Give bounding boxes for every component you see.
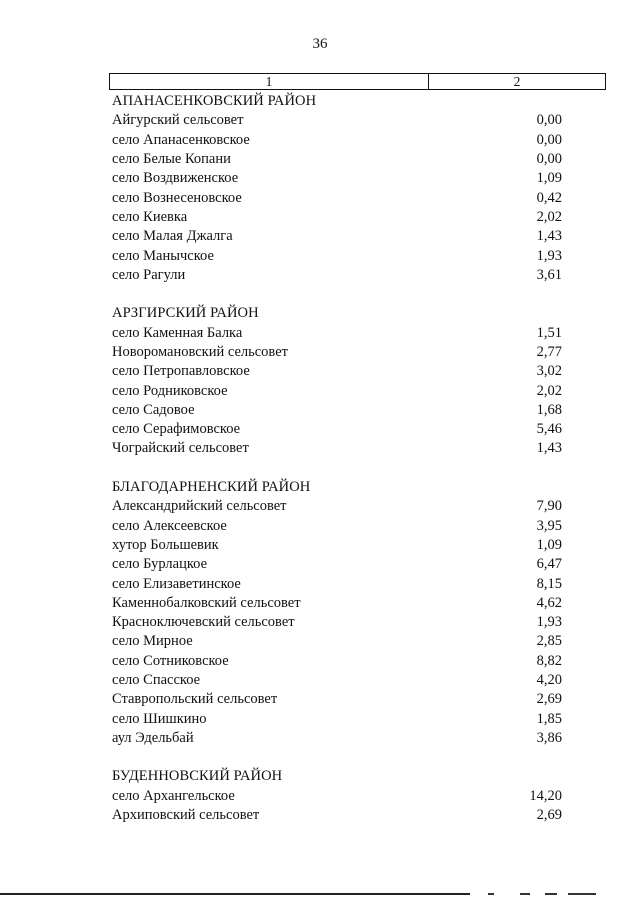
table-row xyxy=(112,227,562,246)
settlement-value: 1,93 xyxy=(536,247,562,264)
settlement-name: село Серафимовское xyxy=(112,421,241,438)
settlement-value: 5,46 xyxy=(536,421,562,438)
district-title: БУДЕННОВСКИЙ РАЙОН xyxy=(112,768,283,785)
settlement-name: Каменнобалковский сельсовет xyxy=(112,594,301,611)
settlement-value: 2,77 xyxy=(536,344,562,360)
settlement-value: 4,20 xyxy=(536,672,562,689)
settlement-name: село Сотниковское xyxy=(112,652,229,669)
settlement-name: село Мирное xyxy=(112,633,193,650)
settlement-value: 0,42 xyxy=(536,189,562,206)
settlement-name: село Каменная Балка xyxy=(112,324,243,341)
settlement-name: село Елизаветинское xyxy=(112,575,241,592)
settlement-name: аул Эдельбай xyxy=(112,729,194,746)
settlement-value: 1,93 xyxy=(536,614,562,631)
bottom-rule-dash xyxy=(520,893,530,895)
table-row xyxy=(112,690,562,709)
table-row xyxy=(112,439,562,458)
table-row xyxy=(112,401,562,420)
settlement-value: 1,85 xyxy=(536,710,562,727)
table-row xyxy=(112,343,562,362)
settlement-value: 1,51 xyxy=(536,324,562,341)
table-row xyxy=(112,497,562,516)
table-row xyxy=(112,420,562,439)
settlement-value: 3,86 xyxy=(536,729,562,746)
settlement-name: село Шишкино xyxy=(112,710,207,727)
bottom-rule-dash xyxy=(545,893,557,895)
table-row xyxy=(112,131,562,150)
settlement-value: 14,20 xyxy=(529,787,562,804)
settlement-value: 7,90 xyxy=(536,498,562,515)
settlement-value: 3,02 xyxy=(536,363,562,380)
table-row xyxy=(112,324,562,343)
table-row xyxy=(112,555,562,574)
settlement-value: 8,15 xyxy=(536,575,562,592)
table-row xyxy=(112,266,562,285)
settlement-value: 2,02 xyxy=(536,382,562,399)
settlement-name: село Апанасенковское xyxy=(112,131,250,148)
section-gap xyxy=(112,459,562,478)
settlement-value: 2,69 xyxy=(536,691,562,708)
table-header-col1: 1 xyxy=(110,74,429,89)
settlement-value: 2,02 xyxy=(536,208,562,225)
settlement-value: 0,00 xyxy=(536,151,562,168)
table-row xyxy=(112,150,562,169)
table-row xyxy=(112,381,562,400)
settlement-name: село Алексеевское xyxy=(112,517,227,534)
settlement-value: 6,47 xyxy=(536,556,562,573)
bottom-rule xyxy=(0,893,470,895)
table-row xyxy=(112,710,562,729)
settlement-value: 3,95 xyxy=(536,517,562,534)
settlement-value: 1,43 xyxy=(536,228,562,245)
settlement-name: село Малая Джалга xyxy=(112,228,233,245)
settlement-name: Ставропольский сельсовет xyxy=(112,691,278,708)
settlement-name: село Родниковское xyxy=(112,382,228,399)
settlement-name: село Воздвиженское xyxy=(112,170,239,187)
settlement-value: 1,09 xyxy=(536,536,562,553)
table-row xyxy=(112,806,562,825)
section-gap xyxy=(112,748,562,767)
settlement-name: село Петропавловское xyxy=(112,363,250,380)
settlement-value: 0,00 xyxy=(536,112,562,129)
settlement-name: Красноключевский сельсовет xyxy=(112,614,295,631)
settlement-name: село Архангельское xyxy=(112,787,235,804)
table-header-col2: 2 xyxy=(513,73,521,89)
section-gap xyxy=(112,285,562,304)
settlement-value: 8,82 xyxy=(536,652,562,669)
table-row xyxy=(112,632,562,651)
bottom-rule-dash xyxy=(568,893,596,895)
settlement-value: 3,61 xyxy=(536,266,562,283)
settlement-name: село Манычское xyxy=(112,247,214,264)
district-title: БЛАГОДАРНЕНСКИЙ РАЙОН xyxy=(112,478,311,495)
table-row xyxy=(112,729,562,748)
table-row xyxy=(112,594,562,613)
settlement-value: 4,62 xyxy=(536,594,562,611)
table-row xyxy=(112,787,562,806)
table-row xyxy=(112,652,562,671)
settlement-value: 1,09 xyxy=(536,170,562,187)
settlement-value: 1,43 xyxy=(536,440,562,457)
settlement-name: Александрийский сельсовет xyxy=(112,498,287,515)
settlement-value: 1,68 xyxy=(536,401,562,418)
settlement-name: село Киевка xyxy=(112,208,188,225)
settlement-name: село Рагули xyxy=(112,266,186,283)
table-row xyxy=(112,362,562,381)
settlement-name: хутор Большевик xyxy=(112,536,219,553)
table-row xyxy=(112,188,562,207)
settlement-name: село Садовое xyxy=(112,401,195,418)
table-header xyxy=(109,73,606,90)
table-row xyxy=(112,613,562,632)
settlement-value: 2,69 xyxy=(536,807,562,824)
settlement-value: 2,85 xyxy=(536,633,562,650)
table-row xyxy=(112,208,562,227)
table-row xyxy=(112,536,562,555)
settlement-name: село Спасское xyxy=(112,672,201,689)
table-row xyxy=(112,111,562,130)
table-row xyxy=(112,246,562,265)
table-row xyxy=(112,517,562,536)
settlement-name: Айгурский сельсовет xyxy=(112,112,244,129)
settlement-value: 0,00 xyxy=(536,131,562,148)
table-row xyxy=(112,671,562,690)
settlement-name: Архиповский сельсовет xyxy=(112,807,260,824)
settlement-name: село Бурлацкое xyxy=(112,556,208,573)
bottom-rule-dash xyxy=(488,893,494,895)
table-row xyxy=(112,574,562,593)
table-row xyxy=(112,169,562,188)
settlement-name: село Вознесеновское xyxy=(112,189,242,206)
settlement-name: село Белые Копани xyxy=(112,151,231,168)
table-body xyxy=(112,92,562,825)
settlement-name: Новоромановский сельсовет xyxy=(112,344,288,360)
page-number: 36 xyxy=(312,36,328,52)
district-title: АРЗГИРСКИЙ РАЙОН xyxy=(112,305,259,322)
district-title: АПАНАСЕНКОВСКИЙ РАЙОН xyxy=(112,93,317,109)
settlement-name: Чограйский сельсовет xyxy=(112,440,249,457)
